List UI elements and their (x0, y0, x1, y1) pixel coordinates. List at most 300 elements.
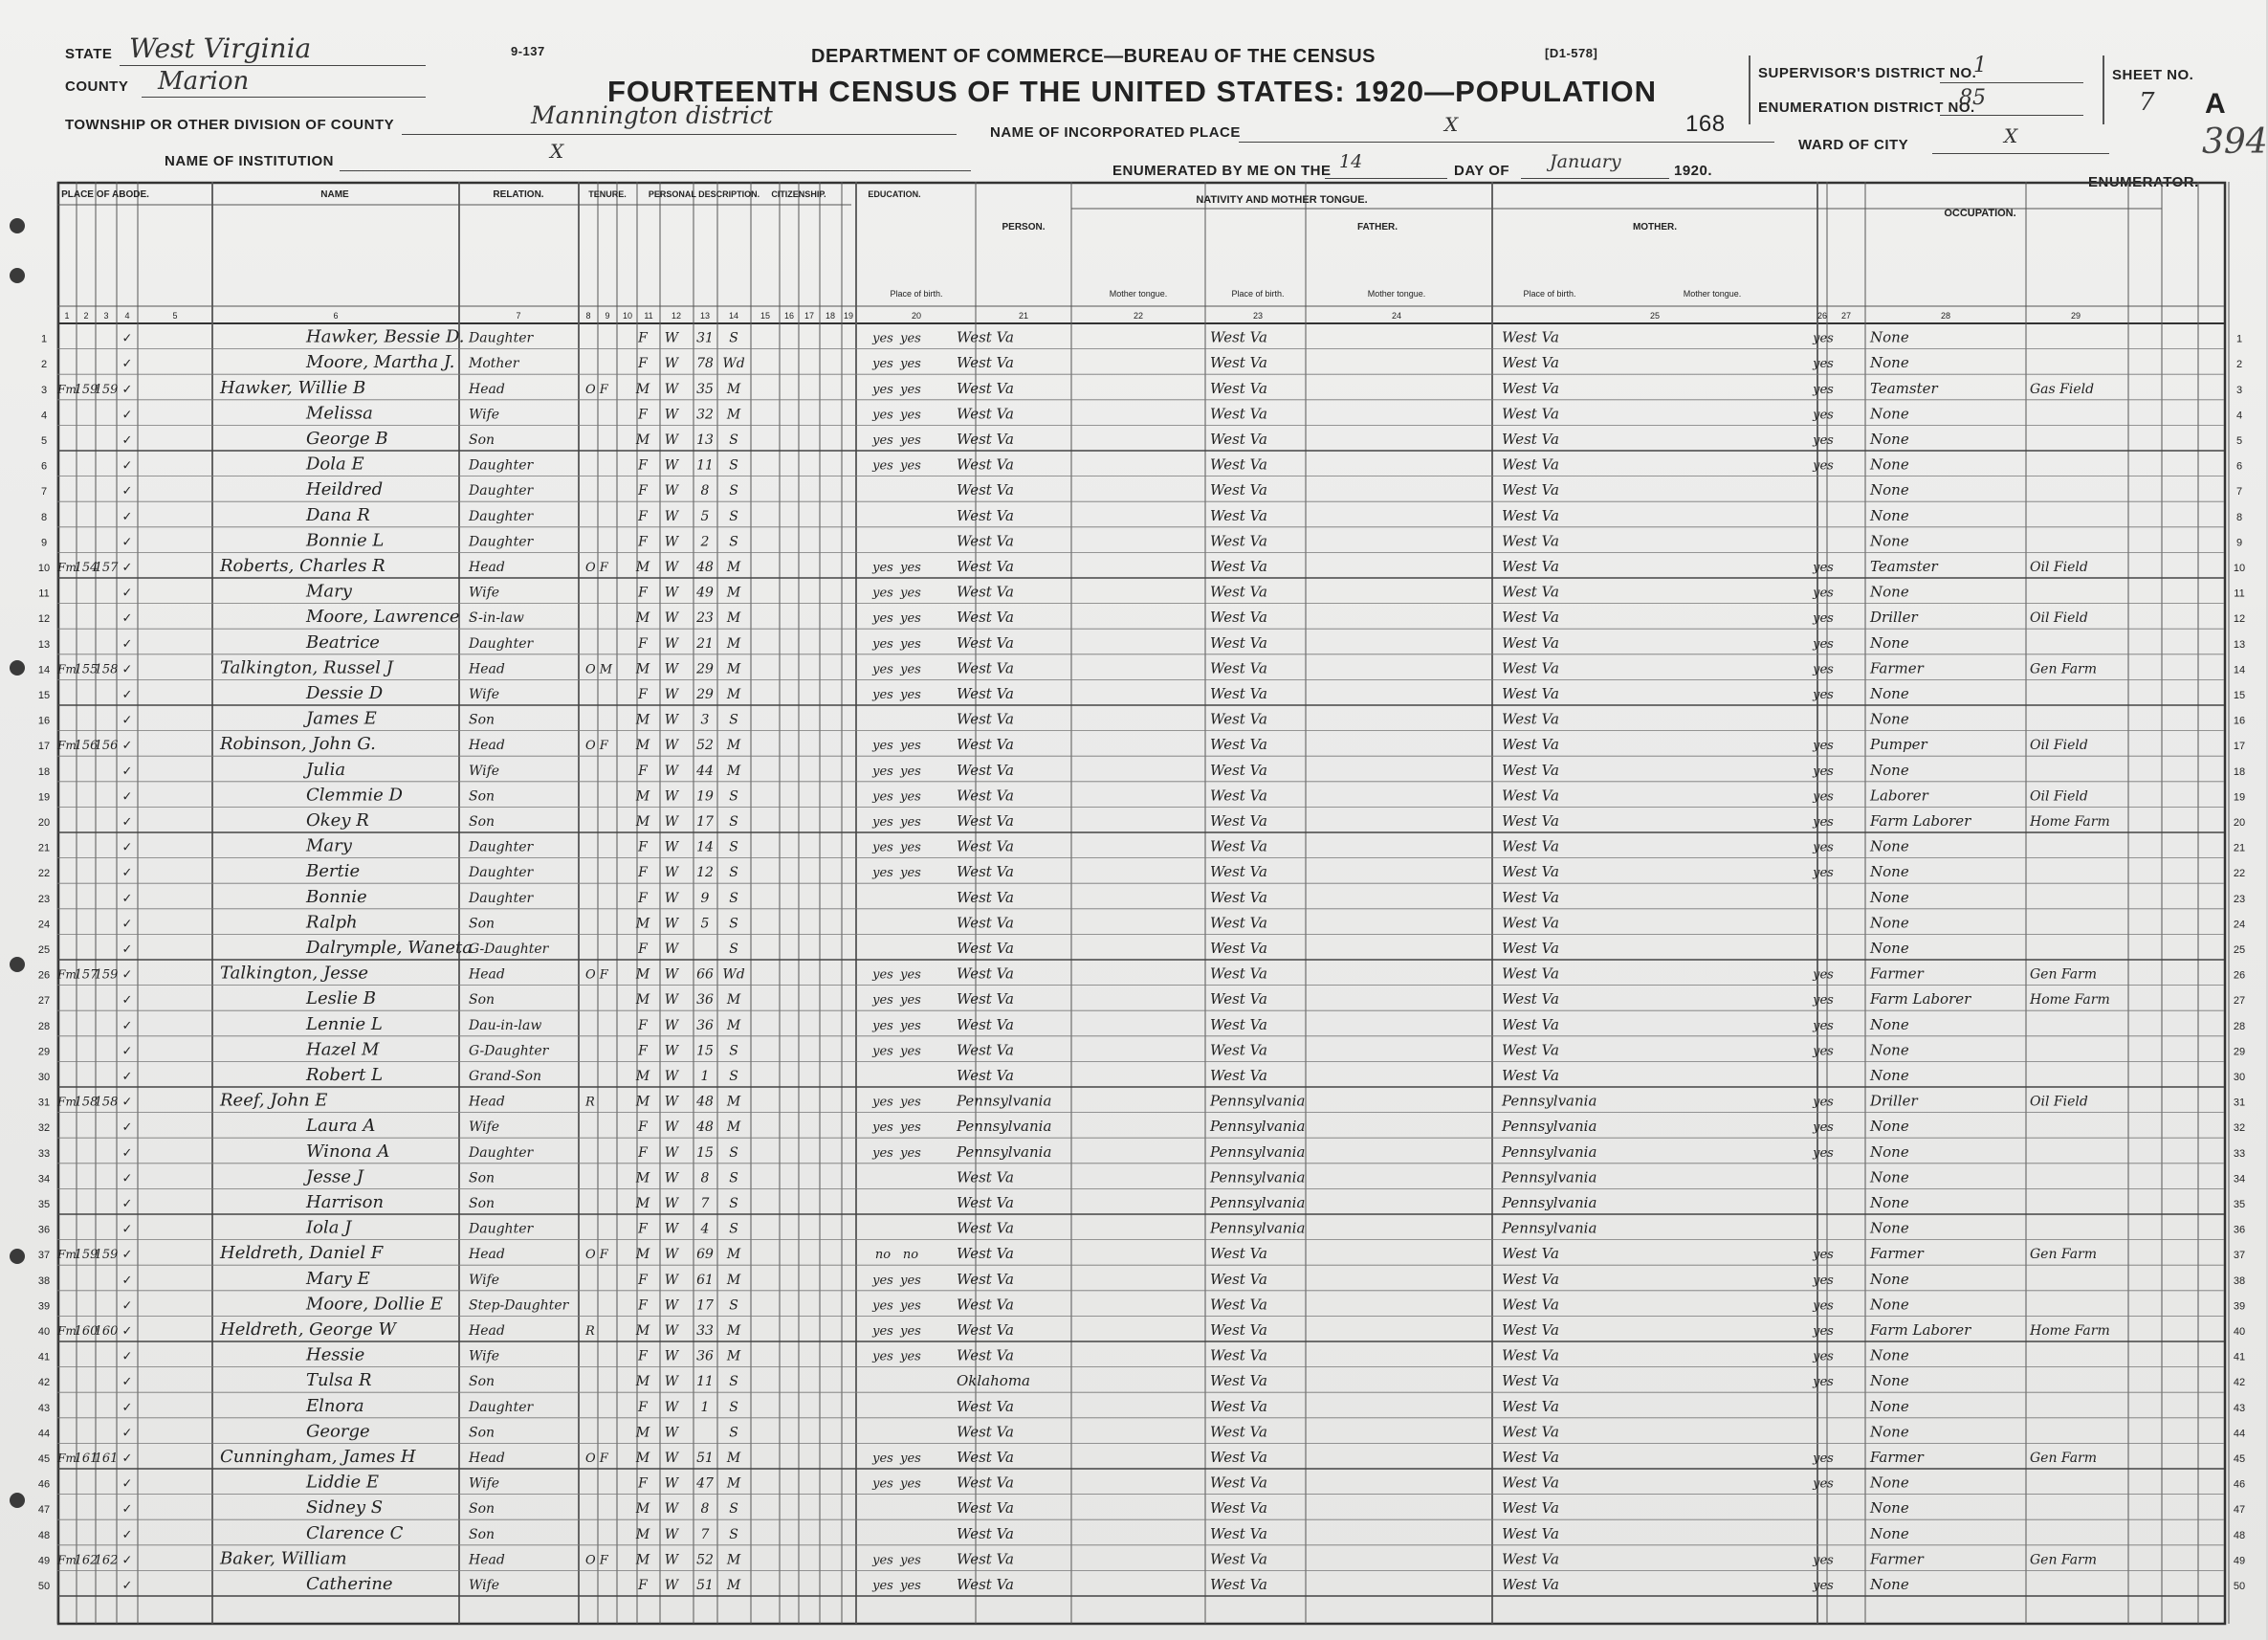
birthplace-person: West Va (957, 1041, 1014, 1059)
row-number: 35 (37, 1199, 51, 1210)
age-cell: 4 (700, 1221, 710, 1237)
marital-cell: S (729, 1399, 738, 1415)
birthplace-father: West Va (1210, 914, 1267, 932)
check-mark: ✓ (121, 1501, 133, 1517)
tenure-cell: O F (585, 967, 608, 983)
dwelling-number: 157 (74, 967, 99, 983)
write-cell: yes (900, 1145, 921, 1161)
check-mark: ✓ (121, 1170, 133, 1186)
marital-cell: S (729, 1144, 738, 1161)
birthplace-father: West Va (1210, 1067, 1267, 1084)
birthplace-person: West Va (957, 583, 1014, 601)
row-number: 42 (37, 1377, 51, 1389)
person-name: Bonnie L (306, 530, 385, 551)
marital-cell: S (729, 814, 738, 830)
sex-cell: F (638, 1221, 648, 1237)
row-number: 46 (37, 1478, 51, 1491)
marital-cell: M (726, 407, 741, 423)
birthplace-mother: West Va (1502, 863, 1559, 881)
birthplace-mother: West Va (1502, 761, 1559, 779)
enumerator-label: ENUMERATOR. (2088, 174, 2199, 190)
sex-cell: F (638, 942, 648, 957)
read-cell: yes (872, 739, 893, 754)
relation-cell: Daughter (469, 534, 534, 550)
occupation-cell: None (1870, 328, 1909, 346)
person-name: Catherine (306, 1574, 393, 1594)
row-number: 26 (37, 969, 51, 982)
tenure-cell: O M (585, 662, 613, 677)
check-mark: ✓ (121, 635, 133, 651)
occupation-cell: None (1870, 1346, 1909, 1364)
check-mark: ✓ (121, 1475, 133, 1491)
relation-cell: G-Daughter (469, 1043, 549, 1059)
sex-cell: F (638, 839, 648, 855)
row-number: 47 (37, 1504, 51, 1517)
marital-cell: S (729, 483, 738, 499)
family-number: 159 (94, 1248, 119, 1263)
person-name: George B (306, 429, 388, 449)
birthplace-person: West Va (957, 609, 1014, 627)
occupation-cell: None (1870, 1015, 1909, 1033)
row-number: 48 (2233, 1529, 2246, 1541)
occupation-cell: Pumper (1870, 736, 1927, 754)
relation-cell: Head (469, 1247, 505, 1263)
write-cell: yes (900, 662, 921, 677)
write-cell: yes (900, 1452, 921, 1466)
birthplace-father: West Va (1210, 455, 1267, 474)
birthplace-mother: West Va (1502, 379, 1559, 397)
age-cell: 1 (700, 1399, 710, 1415)
row-number: 23 (37, 893, 51, 905)
read-cell: yes (872, 815, 893, 830)
write-cell: yes (900, 611, 921, 627)
sex-cell: F (638, 763, 648, 779)
birthplace-person: West Va (957, 1067, 1014, 1084)
row-number: 46 (2233, 1478, 2246, 1491)
relation-cell: Wife (469, 407, 500, 423)
race-cell: W (664, 966, 679, 983)
check-mark: ✓ (121, 916, 133, 931)
occupation-cell: None (1870, 837, 1909, 855)
birthplace-mother: West Va (1502, 1397, 1559, 1415)
family-number: 160 (94, 1324, 119, 1339)
age-cell: 33 (696, 1323, 714, 1339)
industry-cell: Gen Farm (2030, 966, 2098, 983)
row-number: 31 (2233, 1097, 2246, 1109)
race-cell: W (664, 432, 679, 448)
read-cell: yes (872, 1476, 893, 1492)
sex-cell: F (638, 508, 648, 524)
column-number: 1 (64, 311, 70, 321)
write-cell: yes (900, 815, 921, 830)
age-cell: 31 (696, 330, 714, 346)
check-mark: ✓ (121, 942, 133, 956)
speak-english-cell: yes (1813, 967, 1834, 983)
birthplace-mother: West Va (1502, 558, 1559, 575)
relation-cell: Son (469, 916, 495, 932)
read-cell: yes (872, 1298, 893, 1314)
check-mark: ✓ (121, 788, 133, 804)
speak-english-cell: yes (1813, 1018, 1834, 1033)
birthplace-father: West Va (1210, 379, 1267, 397)
age-cell: 17 (696, 814, 714, 830)
state-label: STATE (65, 46, 113, 62)
check-mark: ✓ (121, 1323, 133, 1338)
read-cell: yes (872, 561, 893, 575)
sex-cell: F (638, 1475, 648, 1492)
race-cell: W (664, 712, 679, 728)
race-cell: W (664, 1221, 679, 1237)
birthplace-mother: West Va (1502, 964, 1559, 983)
speak-english-cell: yes (1813, 1579, 1834, 1593)
read-cell: yes (872, 1095, 893, 1110)
write-cell: yes (900, 764, 921, 779)
write-cell: yes (900, 1044, 921, 1059)
col-name: NAME (320, 189, 349, 200)
col-personal: PERSONAL DESCRIPTION. (648, 189, 760, 199)
age-cell: 11 (696, 457, 714, 474)
birthplace-father: West Va (1210, 1270, 1267, 1288)
row-number: 40 (2233, 1326, 2246, 1338)
birthplace-person: West Va (957, 914, 1014, 932)
street-cell: Fm (57, 1324, 77, 1338)
check-mark: ✓ (121, 407, 133, 422)
relation-cell: Daughter (469, 457, 534, 474)
birthplace-mother: West Va (1502, 1474, 1559, 1492)
binder-hole (10, 1493, 25, 1508)
race-cell: W (664, 1272, 679, 1288)
enumerated-month: January (1550, 151, 1621, 172)
row-number: 36 (2233, 1224, 2246, 1236)
person-name: Ralph (306, 912, 358, 933)
birthplace-father: West Va (1210, 1372, 1267, 1390)
relation-cell: Head (469, 381, 505, 397)
birthplace-person: West Va (957, 787, 1014, 805)
row-number: 31 (37, 1097, 51, 1109)
relation-cell: G-Daughter (469, 942, 549, 957)
birthplace-mother: West Va (1502, 812, 1559, 830)
speak-english-cell: yes (1813, 993, 1834, 1008)
birthplace-person: West Va (957, 558, 1014, 575)
column-number: 16 (783, 311, 795, 321)
birthplace-person: West Va (957, 736, 1014, 754)
column-number: 8 (585, 311, 591, 321)
person-name: Dalrymple, Waneta (306, 938, 473, 958)
marital-cell: S (729, 432, 738, 448)
relation-cell: Daughter (469, 635, 534, 652)
race-cell: W (664, 1526, 679, 1542)
write-cell: yes (900, 1324, 921, 1339)
marital-cell: S (729, 1043, 738, 1059)
person-name: Mary E (306, 1268, 370, 1289)
family-number: 162 (94, 1553, 119, 1568)
marital-cell: S (729, 1425, 738, 1441)
sex-cell: F (638, 356, 648, 372)
age-cell: 69 (696, 1247, 714, 1263)
race-cell: W (664, 1552, 679, 1568)
family-number: 161 (94, 1452, 119, 1466)
industry-cell: Oil Field (2030, 738, 2088, 754)
check-mark: ✓ (121, 610, 133, 626)
birthplace-person: West Va (957, 431, 1014, 448)
row-number: 39 (37, 1300, 51, 1313)
race-cell: W (664, 1119, 679, 1136)
race-cell: W (664, 1425, 679, 1441)
birthplace-father: West Va (1210, 1449, 1267, 1466)
occupation-cell: None (1870, 431, 1909, 448)
col-nativity: NATIVITY AND MOTHER TONGUE. (1196, 194, 1368, 206)
read-cell: yes (872, 967, 893, 983)
race-cell: W (664, 1170, 679, 1186)
birthplace-mother: West Va (1502, 1499, 1559, 1518)
column-number: 22 (1133, 311, 1144, 321)
birthplace-mother: West Va (1502, 659, 1559, 677)
occupation-cell: None (1870, 506, 1909, 524)
speak-english-cell: yes (1813, 662, 1834, 677)
sex-cell: F (638, 1348, 648, 1364)
birthplace-mother: West Va (1502, 405, 1559, 423)
speak-english-cell: yes (1813, 764, 1834, 779)
sheet-label: SHEET NO. (2112, 67, 2194, 83)
column-number: 25 (1649, 311, 1661, 321)
column-number: 21 (1018, 311, 1029, 321)
sex-cell: M (635, 381, 650, 397)
person-name: Mary (306, 835, 352, 856)
birthplace-father: Pennsylvania (1210, 1194, 1306, 1211)
birthplace-father: West Va (1210, 1321, 1267, 1339)
row-number: 12 (2233, 613, 2246, 626)
age-cell: 66 (696, 966, 714, 983)
read-cell: yes (872, 1349, 893, 1364)
dwelling-number: 161 (74, 1452, 99, 1466)
marital-cell: Wd (722, 966, 745, 983)
check-mark: ✓ (121, 1552, 133, 1567)
race-cell: W (664, 1501, 679, 1518)
birthplace-father: West Va (1210, 1346, 1267, 1364)
read-cell: yes (872, 1044, 893, 1059)
birthplace-mother: West Va (1502, 481, 1559, 499)
row-number: 35 (2233, 1199, 2246, 1210)
relation-cell: Head (469, 560, 505, 575)
row-number: 2 (40, 359, 48, 371)
birthplace-person: West Va (957, 1245, 1014, 1263)
marital-cell: M (726, 1017, 741, 1033)
age-cell: 8 (700, 1170, 710, 1186)
state-value: West Virginia (129, 33, 312, 64)
row-number: 15 (2233, 690, 2246, 701)
sex-cell: F (638, 1119, 648, 1136)
race-cell: W (664, 1017, 679, 1033)
ward-label: WARD OF CITY (1798, 137, 1909, 153)
relation-cell: Wife (469, 1475, 500, 1492)
sex-cell: F (638, 865, 648, 881)
birthplace-person: West Va (957, 481, 1014, 499)
birthplace-father: West Va (1210, 1576, 1267, 1593)
age-cell: 3 (700, 712, 710, 728)
age-cell: 36 (696, 1017, 714, 1033)
race-cell: W (664, 992, 679, 1008)
birthplace-father: West Va (1210, 1245, 1267, 1263)
dwelling-number: 158 (74, 1095, 99, 1110)
birthplace-person: West Va (957, 990, 1014, 1008)
read-cell: yes (872, 1553, 893, 1568)
person-name: Dola E (306, 454, 364, 475)
sex-cell: M (635, 1247, 650, 1263)
person-name: Heldreth, George W (220, 1319, 397, 1340)
column-number: 5 (172, 311, 178, 321)
birthplace-mother: West Va (1502, 1372, 1559, 1390)
sex-cell: M (635, 1069, 650, 1084)
person-name: Cunningham, James H (220, 1447, 416, 1467)
marital-cell: S (729, 1196, 738, 1211)
marital-cell: M (726, 687, 741, 702)
form-code: [D1-578] (1545, 46, 1598, 60)
occupation-cell: None (1870, 888, 1909, 906)
relation-cell: Daughter (469, 508, 534, 524)
birthplace-mother: West Va (1502, 1270, 1559, 1288)
birthplace-father: West Va (1210, 787, 1267, 805)
birthplace-person: Oklahoma (957, 1372, 1030, 1390)
write-cell: yes (900, 586, 921, 601)
birthplace-person: West Va (957, 1576, 1014, 1593)
row-number: 33 (37, 1147, 51, 1160)
read-cell: yes (872, 1120, 893, 1136)
race-cell: W (664, 1348, 679, 1364)
relation-cell: Head (469, 966, 505, 983)
write-cell: yes (900, 1120, 921, 1136)
column-number: 19 (843, 311, 854, 321)
tenure-cell: R (585, 1324, 595, 1339)
sex-cell: M (635, 610, 650, 627)
occupation-cell: Farm Laborer (1870, 812, 1971, 830)
family-number: 158 (94, 1095, 119, 1110)
speak-english-cell: yes (1813, 636, 1834, 652)
relation-cell: Daughter (469, 483, 534, 499)
age-cell: 11 (696, 1374, 714, 1390)
check-mark: ✓ (121, 814, 133, 829)
supervisor-label: SUPERVISOR'S DISTRICT NO. (1758, 65, 1977, 81)
person-name: Baker, William (220, 1548, 347, 1569)
row-number: 40 (37, 1326, 51, 1338)
birthplace-person: West Va (957, 1524, 1014, 1542)
column-number: 26 (1817, 311, 1828, 321)
marital-cell: M (726, 1323, 741, 1339)
read-cell: yes (872, 993, 893, 1008)
speak-english-cell: yes (1813, 561, 1834, 575)
row-number: 13 (37, 638, 51, 651)
birthplace-father: West Va (1210, 558, 1267, 575)
birthplace-mother: West Va (1502, 736, 1559, 754)
write-cell: yes (900, 636, 921, 652)
speak-english-cell: yes (1813, 1476, 1834, 1492)
age-cell: 17 (696, 1297, 714, 1314)
check-mark: ✓ (121, 585, 133, 600)
birthplace-person: Pennsylvania (957, 1142, 1052, 1161)
person-name: Talkington, Russel J (220, 657, 393, 678)
tenure-cell: O F (585, 1452, 608, 1466)
birthplace-mother: West Va (1502, 837, 1559, 855)
birthplace-mother: Pennsylvania (1502, 1168, 1597, 1186)
write-cell: yes (900, 789, 921, 805)
birthplace-mother: West Va (1502, 354, 1559, 372)
age-cell: 61 (696, 1272, 714, 1288)
birthplace-father: West Va (1210, 609, 1267, 627)
column-number: 10 (622, 311, 633, 321)
sex-cell: M (635, 916, 650, 932)
check-mark: ✓ (121, 483, 133, 499)
marital-cell: M (726, 1119, 741, 1136)
row-number: 20 (37, 817, 51, 829)
speak-english-cell: yes (1813, 840, 1834, 855)
enumerated-label: ENUMERATED BY ME ON THE (1112, 163, 1332, 179)
write-cell: yes (900, 357, 921, 372)
pob-father: Place of birth. (1231, 289, 1285, 299)
relation-cell: Head (469, 661, 505, 677)
speak-english-cell: yes (1813, 866, 1834, 881)
occupation-cell: Farmer (1870, 1550, 1924, 1568)
birthplace-person: West Va (957, 940, 1014, 957)
check-mark: ✓ (121, 560, 133, 574)
race-cell: W (664, 381, 679, 397)
read-cell: yes (872, 789, 893, 805)
birthplace-mother: West Va (1502, 1576, 1559, 1593)
race-cell: W (664, 483, 679, 499)
occupation-cell: None (1870, 405, 1909, 423)
race-cell: W (664, 865, 679, 881)
occupation-cell: None (1870, 532, 1909, 550)
industry-cell: Home Farm (2030, 992, 2110, 1008)
relation-cell: Mother (469, 356, 519, 372)
industry-cell: Gen Farm (2030, 1552, 2098, 1568)
relation-cell: Daughter (469, 890, 534, 906)
family-number: 159 (94, 382, 119, 397)
birthplace-mother: Pennsylvania (1502, 1142, 1597, 1161)
person-name: Iola J (306, 1217, 352, 1238)
sex-cell: F (638, 457, 648, 474)
speak-english-cell: yes (1813, 1120, 1834, 1136)
column-number: 17 (804, 311, 815, 321)
occupation-cell: None (1870, 455, 1909, 474)
dwelling-number: 162 (74, 1553, 99, 1568)
birthplace-person: West Va (957, 1499, 1014, 1518)
year: 1920. (1674, 163, 1713, 179)
col-occupation: OCCUPATION. (1944, 208, 2016, 219)
relation-cell: Wife (469, 1119, 500, 1136)
marital-cell: M (726, 1451, 741, 1466)
race-cell: W (664, 1578, 679, 1593)
occupation-cell: None (1870, 685, 1909, 702)
age-cell: 35 (696, 381, 714, 397)
age-cell: 78 (696, 356, 714, 372)
county-value: Marion (158, 67, 250, 96)
tenure-cell: R (585, 1095, 595, 1110)
occupation-cell: None (1870, 1397, 1909, 1415)
birthplace-mother: West Va (1502, 1321, 1559, 1339)
write-cell: yes (900, 688, 921, 702)
column-number: 2 (83, 311, 89, 321)
check-mark: ✓ (121, 1451, 133, 1465)
column-number: 12 (671, 311, 682, 321)
write-cell: yes (900, 408, 921, 423)
check-mark: ✓ (121, 712, 133, 727)
row-number: 32 (37, 1122, 51, 1135)
write-cell: no (902, 1248, 919, 1263)
marital-cell: M (726, 661, 741, 677)
marital-cell: S (729, 1297, 738, 1314)
write-cell: yes (900, 967, 921, 983)
birthplace-father: West Va (1210, 940, 1267, 957)
speak-english-cell: yes (1813, 1095, 1834, 1110)
